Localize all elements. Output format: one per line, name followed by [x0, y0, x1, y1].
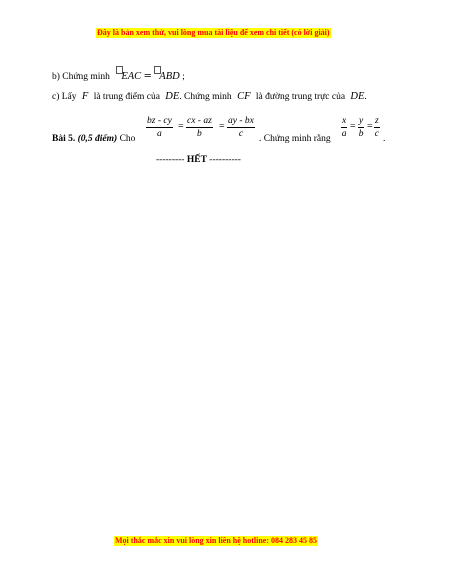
fraction-3: $\frac{ay - bx}{c}$	[228, 116, 254, 139]
fraction-2: $\frac{cx - az}{b}$	[187, 116, 212, 139]
part-c-text-5: .	[364, 92, 367, 102]
bai5-mid-text: . Chứng minh rằng	[259, 134, 331, 144]
angle-eac: EAC	[116, 71, 141, 82]
equals-sign: =	[143, 71, 152, 82]
part-c-text-2: là trung điểm của	[93, 92, 160, 102]
fraction-x-a: $\frac{x}{a}$	[341, 116, 347, 139]
var-f: F	[81, 91, 89, 102]
part-c-text-1: c) Lấy	[52, 92, 77, 102]
equals-1: =	[178, 121, 184, 132]
fraction-z-c: $\frac{z}{c}$	[374, 116, 379, 139]
bai5-label: Bài 5.	[52, 134, 76, 144]
var-de-2: DE	[350, 91, 365, 102]
fraction-1: $\frac{bz - cy}{a}$	[147, 116, 172, 139]
preview-banner: Đây là bản xem thử, vui lòng mua tài liệu để xem chi tiết (có lời giải)	[97, 28, 330, 37]
bai5-label-line	[52, 133, 135, 145]
part-b-text: b) Chứng minh	[52, 72, 110, 82]
bai5-cho: Cho	[119, 134, 136, 144]
hotline-banner: Mọi thắc mắc xin vui lòng xin liên hệ hotline: 084 283 45 85	[115, 536, 318, 545]
part-c-line	[52, 91, 367, 103]
part-c-text-3: . Chứng minh	[179, 92, 232, 102]
end-label: HẾT	[186, 155, 207, 165]
dashes-left: ---------	[156, 155, 185, 165]
end-marker	[156, 155, 241, 165]
bai5-end: .	[383, 134, 386, 144]
part-c-text-4: là đường trung trực của	[255, 92, 346, 102]
angle-abd: ABD	[154, 71, 179, 82]
equals-2: =	[219, 121, 225, 132]
var-cf: CF	[237, 91, 251, 102]
equals-4: =	[367, 121, 373, 132]
fraction-y-b: $\frac{y}{b}$	[358, 116, 364, 139]
bai5-points: (0,5 điểm)	[77, 134, 118, 144]
equals-3: =	[350, 121, 356, 132]
var-de: DE	[165, 91, 180, 102]
part-b-line	[52, 66, 185, 83]
part-b-end: ;	[182, 72, 185, 82]
dashes-right: ----------	[209, 155, 241, 165]
